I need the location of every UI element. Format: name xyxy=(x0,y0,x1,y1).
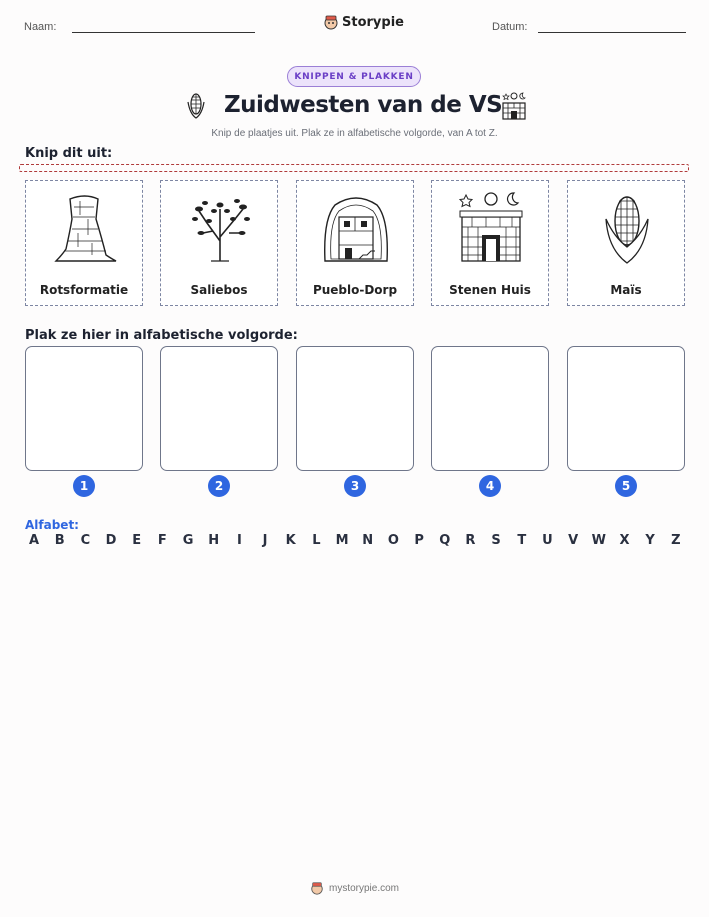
alphabet-letter: D xyxy=(105,533,117,548)
card-label: Rotsformatie xyxy=(39,283,129,297)
alphabet-letter: C xyxy=(80,533,91,548)
cut-card-rotsformatie[interactable] xyxy=(25,180,143,306)
alphabet-letter: A xyxy=(28,533,40,548)
pueblo-village-icon xyxy=(321,189,391,271)
alphabet-letter: V xyxy=(568,533,579,548)
sagebrush-icon xyxy=(185,189,255,271)
paste-slot-5[interactable] xyxy=(567,346,685,471)
alphabet-letter: X xyxy=(619,533,630,548)
alphabet-letter: Q xyxy=(439,533,451,548)
paste-slot-2[interactable] xyxy=(160,346,278,471)
alphabet-letter: W xyxy=(591,533,606,548)
alphabet-letter: K xyxy=(285,533,296,548)
storypie-mascot-icon xyxy=(310,881,324,895)
alphabet-letter: U xyxy=(542,533,553,548)
worksheet-type-badge: KNIPPEN & PLAKKEN xyxy=(287,66,421,87)
name-label: Naam: xyxy=(24,21,57,33)
cut-section-heading: Knip dit uit: xyxy=(25,146,113,161)
card-label: Stenen Huis xyxy=(449,283,531,297)
alphabet-title: Alfabet: xyxy=(25,518,79,532)
alphabet-letter: R xyxy=(465,533,476,548)
alphabet-row xyxy=(25,533,685,548)
alphabet-letter: M xyxy=(335,533,349,548)
card-label: Pueblo-Dorp xyxy=(312,283,398,297)
card-label: Saliebos xyxy=(190,283,248,297)
paste-slot-1[interactable] xyxy=(25,346,143,471)
date-label: Datum: xyxy=(492,21,528,33)
footer xyxy=(0,881,709,895)
page-title: Zuidwesten van de VS xyxy=(224,92,503,118)
alphabet-letter: I xyxy=(236,533,242,548)
cut-card-mais[interactable] xyxy=(567,180,685,306)
alphabet-letter: P xyxy=(414,533,424,548)
slot-number-1: 1 xyxy=(73,475,95,497)
card-label: Maïs xyxy=(610,283,642,297)
alphabet-letter: Y xyxy=(645,533,655,548)
alphabet-letter: F xyxy=(157,533,167,548)
stone-house-icon xyxy=(456,189,526,271)
alphabet-letter: O xyxy=(387,533,399,548)
corn-icon xyxy=(592,189,662,271)
storypie-mascot-icon xyxy=(323,14,339,30)
slot-number-2: 2 xyxy=(208,475,230,497)
slot-number-3: 3 xyxy=(344,475,366,497)
slot-number-4: 4 xyxy=(479,475,501,497)
paste-slot-4[interactable] xyxy=(431,346,549,471)
brand-name: Storypie xyxy=(342,14,404,30)
footer-url[interactable]: mystorypie.com xyxy=(328,882,399,894)
alphabet-letter: J xyxy=(262,533,268,548)
alphabet-letter: E xyxy=(132,533,142,548)
date-field-line[interactable] xyxy=(538,32,686,33)
cut-line xyxy=(19,164,689,172)
cut-card-pueblo-dorp[interactable] xyxy=(296,180,414,306)
alphabet-letter: T xyxy=(517,533,527,548)
cut-card-saliebos[interactable] xyxy=(160,180,278,306)
slot-number-5: 5 xyxy=(615,475,637,497)
alphabet-letter: N xyxy=(362,533,374,548)
alphabet-letter: S xyxy=(491,533,501,548)
rock-formation-icon xyxy=(50,189,120,271)
alphabet-letter: L xyxy=(312,533,321,548)
paste-section-heading: Plak ze hier in alfabetische volgorde: xyxy=(25,328,298,343)
alphabet-letter: G xyxy=(182,533,194,548)
corn-icon xyxy=(185,92,207,120)
cut-card-stenen-huis[interactable] xyxy=(431,180,549,306)
name-field-line[interactable] xyxy=(72,32,255,33)
alphabet-letter: H xyxy=(208,533,220,548)
instructions: Knip de plaatjes uit. Plak ze in alfabetische volgorde, van A tot Z. xyxy=(211,128,498,139)
storypie-logo xyxy=(323,14,404,30)
alphabet-letter: Z xyxy=(671,533,681,548)
stone-house-icon xyxy=(498,91,530,121)
alphabet-letter: B xyxy=(54,533,65,548)
paste-slot-3[interactable] xyxy=(296,346,414,471)
